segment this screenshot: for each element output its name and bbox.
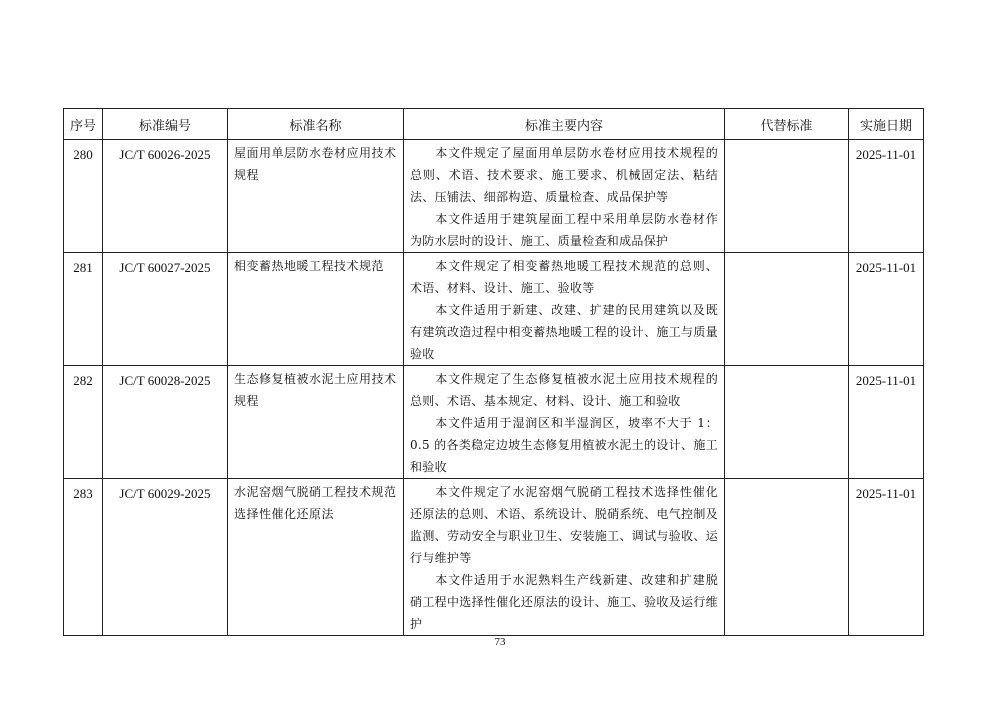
table-row <box>64 140 924 253</box>
standards-table <box>63 108 924 636</box>
content-applicability: 本文件适用于水泥熟料生产线新建、改建和扩建脱硝工程中选择性催化还原法的设计、施工、验收及运行维护 <box>410 573 718 631</box>
row-code: JC/T 60028-2025 <box>103 366 228 479</box>
row-date: 2025-11-01 <box>849 479 924 636</box>
row-content <box>404 366 725 479</box>
row-seq: 283 <box>64 479 103 636</box>
header-seq: 序号 <box>64 109 103 140</box>
content-applicability: 本文件适用于建筑屋面工程中采用单层防水卷材作为防水层时的设计、施工、质量检查和成品保护 <box>410 212 718 248</box>
row-name: 屋面用单层防水卷材应用技术规程 <box>228 140 404 253</box>
content-scope: 本文件规定了生态修复植被水泥土应用技术规程的总则、术语、基本规定、材料、设计、施工和验收 <box>410 372 718 408</box>
page-number: 73 <box>494 636 506 648</box>
row-content <box>404 140 725 253</box>
row-seq: 282 <box>64 366 103 479</box>
header-content: 标准主要内容 <box>404 109 725 140</box>
content-applicability: 本文件适用于湿润区和半湿润区，坡率不大于 1：0.5 的各类稳定边坡生态修复用植被水泥土的设计、施工和验收 <box>410 416 718 474</box>
row-date: 2025-11-01 <box>849 140 924 253</box>
table-row <box>64 479 924 636</box>
row-seq: 280 <box>64 140 103 253</box>
row-replaces <box>725 366 849 479</box>
row-date: 2025-11-01 <box>849 253 924 366</box>
row-content <box>404 253 725 366</box>
row-replaces <box>725 253 849 366</box>
header-name: 标准名称 <box>228 109 404 140</box>
row-replaces <box>725 140 849 253</box>
row-code: JC/T 60027-2025 <box>103 253 228 366</box>
content-scope: 本文件规定了相变蓄热地暖工程技术规范的总则、术语、材料、设计、施工、验收等 <box>410 259 718 295</box>
header-replaces: 代替标准 <box>725 109 849 140</box>
row-name: 生态修复植被水泥土应用技术规程 <box>228 366 404 479</box>
row-code: JC/T 60029-2025 <box>103 479 228 636</box>
row-date: 2025-11-01 <box>849 366 924 479</box>
table-row <box>64 253 924 366</box>
row-replaces <box>725 479 849 636</box>
row-name: 水泥窑烟气脱硝工程技术规范 选择性催化还原法 <box>228 479 404 636</box>
row-name: 相变蓄热地暖工程技术规范 <box>228 253 404 366</box>
table-header-row <box>64 109 924 140</box>
row-code: JC/T 60026-2025 <box>103 140 228 253</box>
content-applicability: 本文件适用于新建、改建、扩建的民用建筑以及既有建筑改造过程中相变蓄热地暖工程的设计、施工与质量验收 <box>410 303 718 361</box>
content-scope: 本文件规定了水泥窑烟气脱硝工程技术选择性催化还原法的总则、术语、系统设计、脱硝系统、电气控制及监测、劳动安全与职业卫生、安装施工、调试与验收、运行与维护等 <box>410 485 718 565</box>
header-date: 实施日期 <box>849 109 924 140</box>
content-scope: 本文件规定了屋面用单层防水卷材应用技术规程的总则、术语、技术要求、施工要求、机械固定法、粘结法、压铺法、细部构造、质量检查、成品保护等 <box>410 146 718 204</box>
row-seq: 281 <box>64 253 103 366</box>
table-row <box>64 366 924 479</box>
header-code: 标准编号 <box>103 109 228 140</box>
row-content <box>404 479 725 636</box>
